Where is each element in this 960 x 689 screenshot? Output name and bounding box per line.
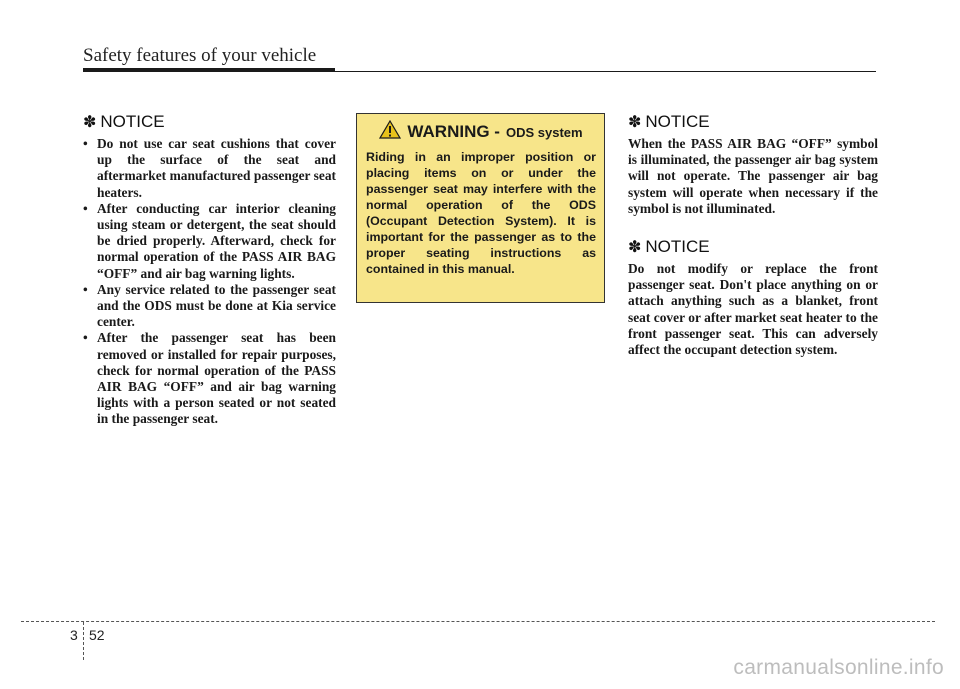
warning-heading (366, 120, 596, 144)
chapter-number: 3 (70, 627, 78, 643)
list-item (83, 330, 336, 427)
notice-heading (628, 112, 878, 132)
section-title: Safety features of your vehicle (83, 45, 317, 66)
list-item-text: Do not use car seat cushions that cover up the surface of the seat and aftermarket manufactured passenger seat heaters. (97, 136, 336, 200)
notice-list (83, 136, 336, 428)
list-item (83, 282, 336, 331)
warning-box (356, 113, 605, 303)
notice-asterisk-icon: ✽ (628, 239, 642, 257)
warning-text: Riding in an improper position or placing items on or under the passenger seat may interfere with the normal operation of the ODS (Occupant Detection System). It is important for the passenger as to the proper seating instructions as contained in this manual. (366, 150, 596, 276)
header-rule (83, 68, 335, 72)
list-item (83, 136, 336, 201)
right-column (628, 112, 878, 358)
footer-rule (21, 621, 935, 622)
footer-divider (83, 622, 84, 660)
bullet-icon: • (83, 200, 88, 216)
bullet-icon: • (83, 136, 88, 151)
notice-title: NOTICE (100, 112, 165, 131)
notice-asterisk-icon: ✽ (83, 114, 97, 131)
notice-title: NOTICE (645, 112, 710, 131)
notice-heading (83, 112, 336, 132)
notice-text: Do not modify or replace the front passenger seat. Don't place anything on or attach anything such as a blanket, front seat cover or after market seat heater to the front passenger seat. This can adversely affect the occupant detection system. (628, 261, 878, 358)
notice-heading (628, 237, 878, 257)
notice-asterisk-icon: ✽ (628, 114, 642, 131)
list-item-text: Any service related to the passenger seat and the ODS must be done at Kia service center. (97, 281, 336, 330)
list-item-text: After the passenger seat has been removed or installed for repair purposes, check for normal operation of the PASS AIR BAG “OFF” and air bag warning lights with a person seated or not seated in the passenger seat. (97, 330, 336, 427)
watermark: carmanualsonline.info (733, 656, 944, 679)
warning-label: WARNING - (407, 122, 500, 141)
page-number: 52 (89, 627, 105, 643)
bullet-icon: • (83, 330, 88, 346)
notice-title: NOTICE (645, 237, 710, 257)
warning-triangle-icon (379, 120, 401, 144)
header-rule-thin (335, 71, 876, 72)
bullet-icon: • (83, 281, 88, 297)
list-item-text: After conducting car interior cleaning using steam or detergent, the seat should be dried properly. Afterward, check for normal operation of the PASS AIR BAG “OFF” and air bag warning lights. (97, 200, 336, 281)
warning-subject: ODS system (505, 124, 583, 140)
notice-text: When the PASS AIR BAG “OFF” symbol is illuminated, the passenger air bag system will not operate. The passenger air bag system will operate when necessary if the symbol is not illuminated. (628, 136, 878, 216)
list-item (83, 201, 336, 282)
left-column (83, 112, 336, 428)
